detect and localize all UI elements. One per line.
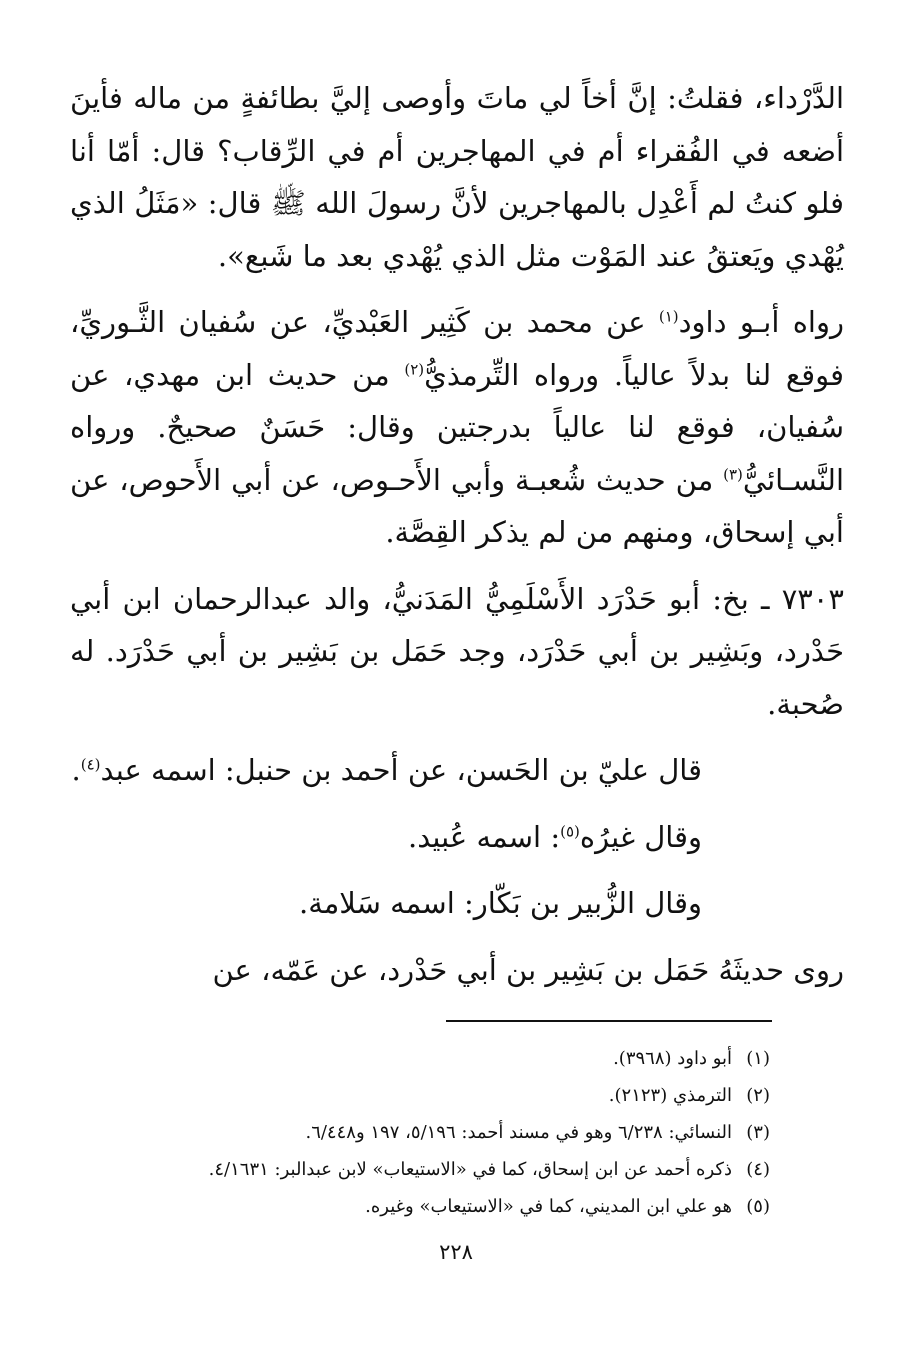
- footnote-2: [140, 1077, 770, 1114]
- hadith-paragraph: الدَّرْداء، فقلتُ: إنَّ أخاً لي ماتَ وأوصى إليَّ بطائفةٍ من ماله فأينَ أضعه في الفُقراء أم في المهاجرين أم في الرِّقاب؟ قال: أمّا أنا فلو كنتُ لم أَعْدِل بالمهاجرين لأنَّ رسولَ الله ﷺ قال: «مَثَلُ الذي يُهْدي ويَعتقُ عند المَوْت مثل الذي يُهْدي بعد ما شَبع».: [70, 81, 844, 273]
- ali-text: قال عليّ بن الحَسن، عن أحمد بن حنبل: اسمه عبد: [100, 753, 702, 787]
- footnote-ref-5[interactable]: (٥): [560, 821, 580, 840]
- footnote-text: هو علي ابن المديني، كما في «الاستيعاب» وغيره.: [365, 1196, 732, 1217]
- footnote-separator: [446, 1020, 772, 1022]
- footnote-ref-4[interactable]: (٤): [80, 755, 101, 774]
- riwaya-paragraph: [70, 296, 844, 559]
- footnote-text: أبو داود (٣٩٦٨).: [613, 1048, 732, 1069]
- footnote-4: [140, 1151, 770, 1188]
- footnote-text: النسائي: ٦/٢٣٨ وهو في مسند أحمد: ٥/١٩٦، ١٩٧ و٦/٤٤٨.: [305, 1122, 732, 1143]
- riwaya-text-2: عن محمد بن كَثِير العَبْديِّ، عن سُفيان الثَّـوريِّ، فوقع لنا بدلاً عالياً. ورواه التِّرمذيُّ: [70, 305, 844, 392]
- footnote-number: (٤): [746, 1159, 770, 1180]
- footnote-3: [140, 1114, 770, 1151]
- footnote-1: [140, 1040, 770, 1077]
- ghayr-text-end: : اسمه عُبيد.: [407, 819, 561, 854]
- ghayr-text: وقال غيرُه: [579, 819, 702, 854]
- zubayr-line: وقال الزُّبير بن بَكّار: اسمه سَلامة.: [299, 886, 702, 920]
- footnote-number: (٢): [746, 1085, 770, 1106]
- footnote-ref-3[interactable]: (٣): [723, 464, 743, 483]
- riwaya-text-1: رواه أبـو داود: [678, 305, 844, 339]
- riwaya-text-3: من حديث ابن مهدي، عن سُفيان، فوقع لنا عالياً بدرجتين وقال: حَسَنٌ صحيحٌ. ورواه النَّسـائيُّ: [70, 357, 844, 497]
- ali-line: [70, 744, 702, 797]
- rawa-line: روى حديثَهُ حَمَل بن بَشِير بن أبي حَدْرد، عن عَمّه، عن: [212, 952, 844, 987]
- footnote-ref-2[interactable]: (٢): [404, 359, 425, 378]
- footnote-number: (٣): [746, 1122, 770, 1143]
- page-number: ٢٢٨: [439, 1240, 473, 1264]
- entry-heading-paragraph: ٧٣٠٣ ـ بخ: أبو حَدْرَد الأَسْلَمِيُّ المَدَنيُّ، والد عبدالرحمان ابن أبي حَدْرد، وبَشِير بن أبي حَدْرَد، وجد حَمَل بن بَشِير بن أبي حَدْرَد. له صُحبة.: [70, 581, 845, 721]
- main-text: [70, 72, 844, 1010]
- footnotes: [140, 1040, 770, 1225]
- ghayr-line: [70, 811, 702, 864]
- footnote-number: (٥): [746, 1196, 770, 1217]
- footnote-5: [140, 1188, 770, 1225]
- footnote-text: ذكره أحمد عن ابن إسحاق، كما في «الاستيعاب» لابن عبدالبر: ٤/١٦٣١.: [208, 1159, 732, 1180]
- footnote-text: الترمذي (٢١٢٣).: [608, 1085, 732, 1106]
- footnote-ref-1[interactable]: (١): [658, 307, 679, 326]
- riwaya-text-4: من حديث شُعبـة وأبي الأَحـوص، عن أبي الأَحوص، عن أبي إسحاق، ومنهم من لم يذكر القِصَّة.: [70, 462, 844, 549]
- ali-end: .: [71, 753, 81, 787]
- footnote-number: (١): [746, 1048, 770, 1069]
